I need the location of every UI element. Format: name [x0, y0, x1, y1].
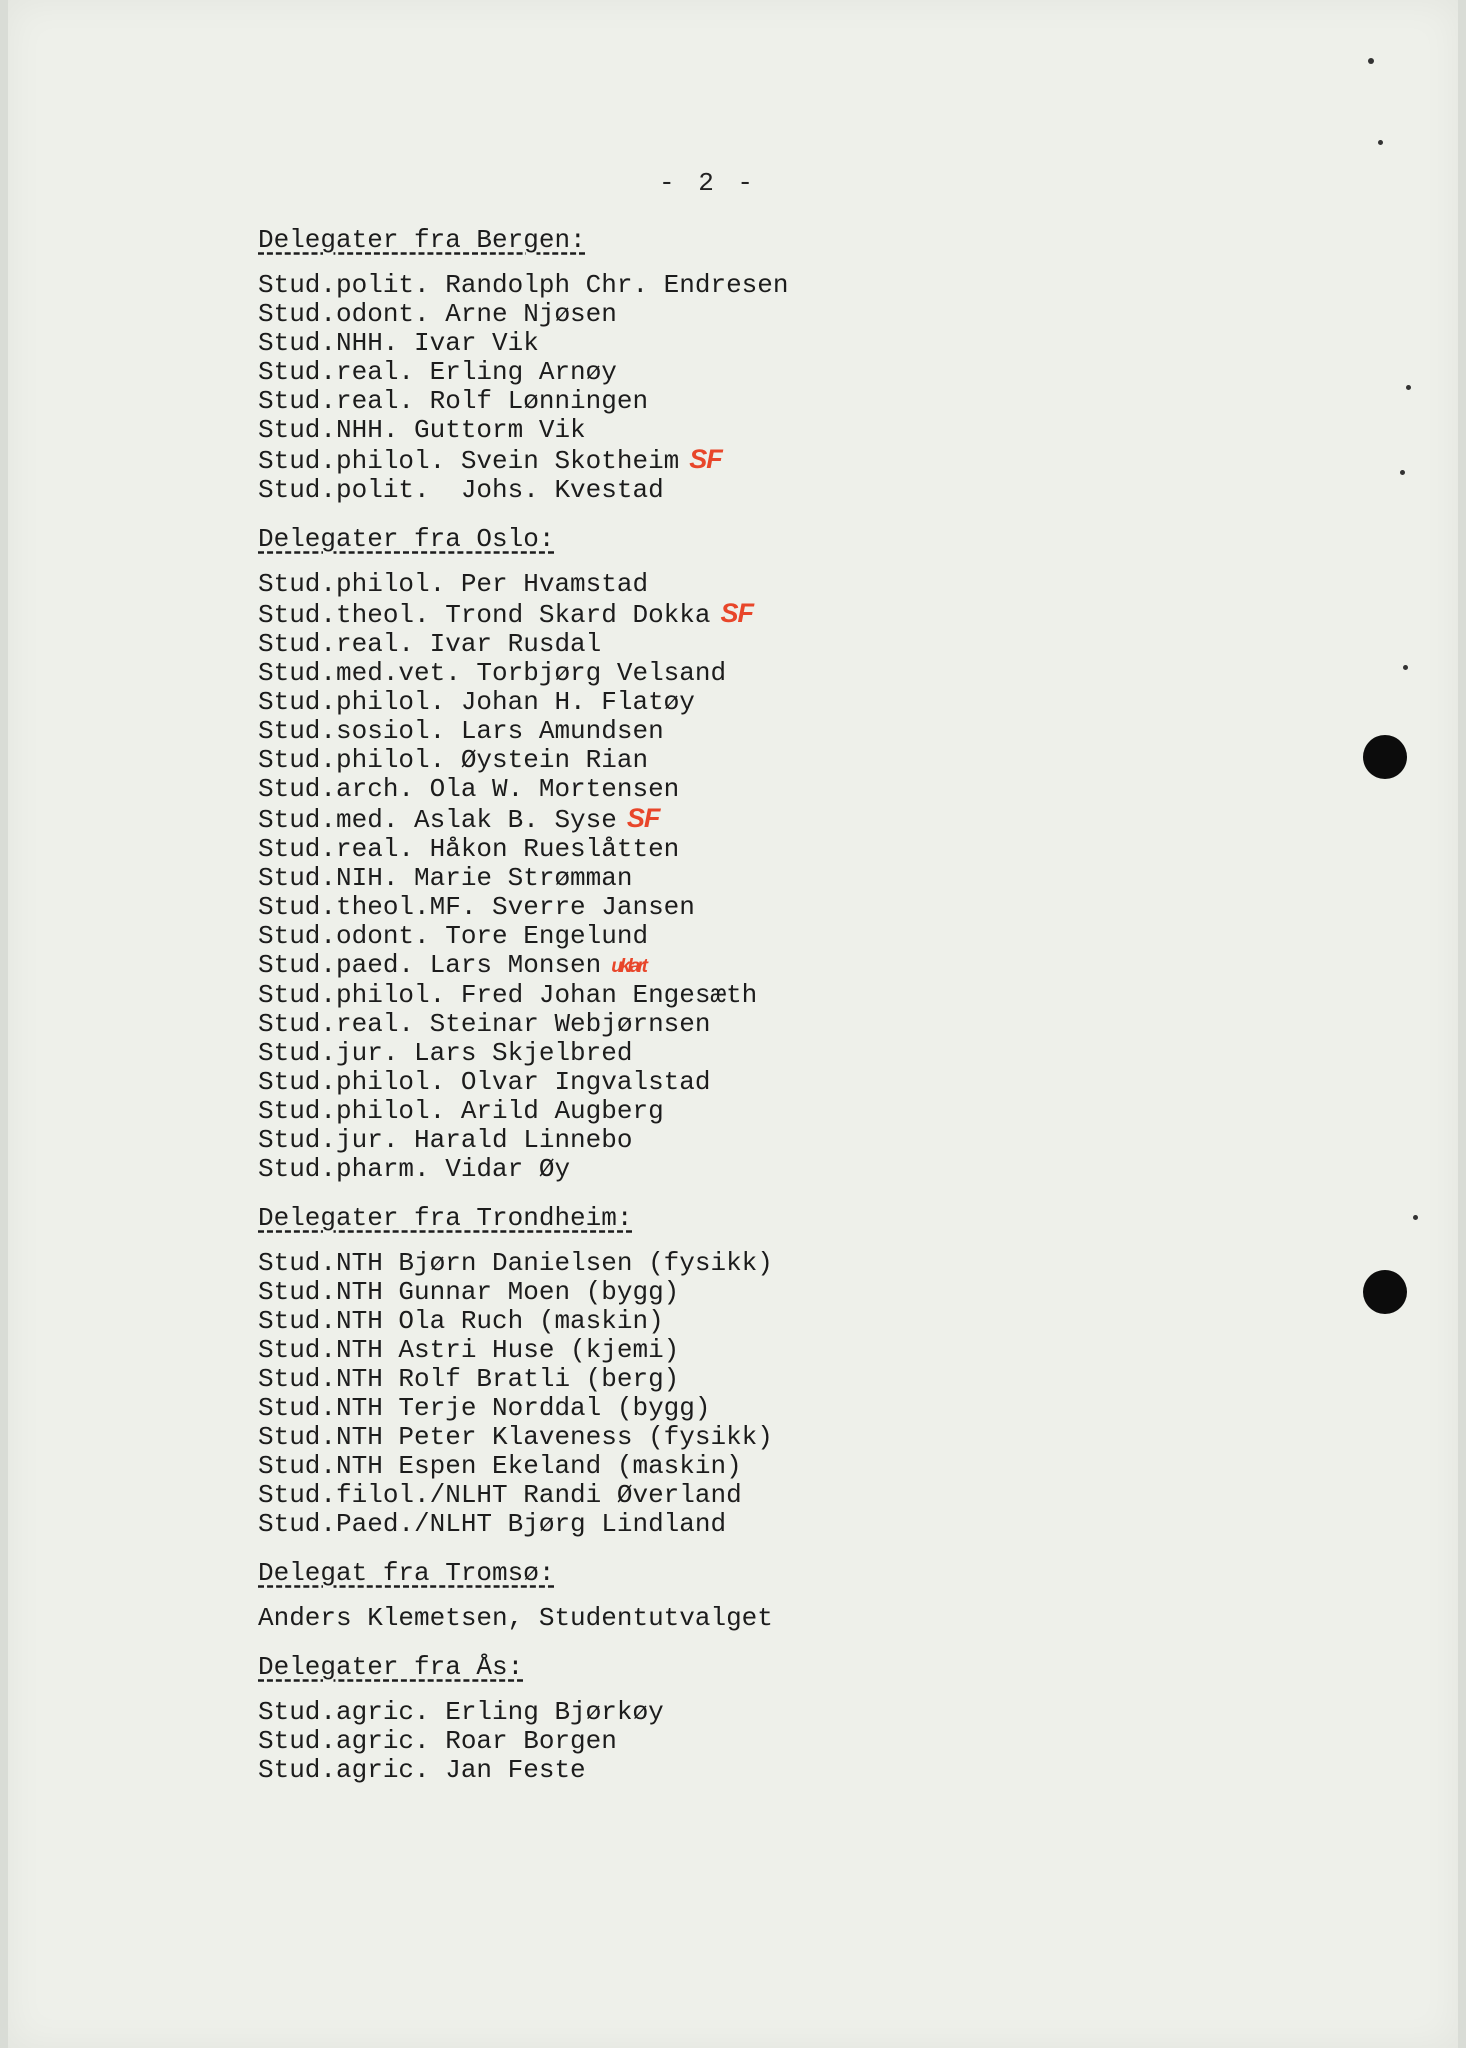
delegate-name: Stud.agric. Roar Borgen — [258, 1726, 617, 1756]
delegate-entry — [258, 1727, 1158, 1756]
delegate-name: Stud.med.vet. Torbjørg Velsand — [258, 658, 727, 688]
delegate-name: Stud.filol./NLHT Randi Øverland — [258, 1480, 742, 1510]
delegate-name: Stud.paed. Lars Monsen — [258, 950, 602, 980]
handwritten-annotation: SF — [689, 444, 722, 474]
delegate-entry — [258, 922, 1158, 951]
delegate-entry — [258, 445, 1158, 476]
delegate-entry — [258, 329, 1158, 358]
delegate-entry — [258, 804, 1158, 835]
delegate-entry — [258, 1365, 1158, 1394]
delegate-name: Stud.Paed./NLHT Bjørg Lindland — [258, 1509, 727, 1539]
delegate-section — [258, 1653, 1158, 1785]
section-heading: Delegater fra Bergen: — [258, 225, 586, 255]
delegate-entry — [258, 746, 1158, 775]
delegate-name: Stud.NHH. Ivar Vik — [258, 328, 539, 358]
delegate-name: Anders Klemetsen, Studentutvalget — [258, 1603, 773, 1633]
delegate-entry — [258, 1039, 1158, 1068]
delegate-entry — [258, 659, 1158, 688]
delegate-list — [258, 226, 1158, 1805]
delegate-name: Stud.NTH Rolf Bratli (berg) — [258, 1364, 680, 1394]
delegate-entry — [258, 1097, 1158, 1126]
delegate-entry — [258, 864, 1158, 893]
delegate-name: Stud.jur. Lars Skjelbred — [258, 1038, 633, 1068]
delegate-entry — [258, 688, 1158, 717]
delegate-entry — [258, 1278, 1158, 1307]
delegate-name: Stud.NTH Terje Norddal (bygg) — [258, 1393, 711, 1423]
page-number: - 2 - — [658, 168, 757, 198]
delegate-entry — [258, 630, 1158, 659]
delegate-entry — [258, 1452, 1158, 1481]
delegate-name: Stud.sosiol. Lars Amundsen — [258, 716, 664, 746]
delegate-entry — [258, 951, 1158, 981]
delegate-entry — [258, 1423, 1158, 1452]
delegate-name: Stud.philol. Svein Skotheim — [258, 446, 680, 476]
section-heading: Delegat fra Tromsø: — [258, 1558, 555, 1588]
delegate-entry — [258, 300, 1158, 329]
delegate-entry — [258, 717, 1158, 746]
delegate-name: Stud.arch. Ola W. Mortensen — [258, 774, 680, 804]
delegate-entry — [258, 981, 1158, 1010]
delegate-entry — [258, 599, 1158, 630]
delegate-name: Stud.NTH Espen Ekeland (maskin) — [258, 1451, 742, 1481]
delegate-entry — [258, 1010, 1158, 1039]
handwritten-annotation: SF — [720, 598, 753, 628]
handwritten-annotation: uklart — [611, 956, 646, 977]
delegate-name: Stud.philol. Arild Augberg — [258, 1096, 664, 1126]
delegate-name: Stud.odont. Arne Njøsen — [258, 299, 617, 329]
delegate-entry — [258, 1394, 1158, 1423]
delegate-entry — [258, 1155, 1158, 1184]
delegate-name: Stud.philol. Johan H. Flatøy — [258, 687, 695, 717]
delegate-name: Stud.theol.MF. Sverre Jansen — [258, 892, 695, 922]
delegate-name: Stud.NIH. Marie Strømman — [258, 863, 633, 893]
speck — [1378, 140, 1383, 145]
punch-hole — [1363, 735, 1407, 779]
delegate-entry — [258, 1336, 1158, 1365]
delegate-name: Stud.polit. Randolph Chr. Endresen — [258, 270, 789, 300]
delegate-name: Stud.pharm. Vidar Øy — [258, 1154, 571, 1184]
document-page — [8, 0, 1458, 2048]
delegate-entry — [258, 835, 1158, 864]
delegate-entry — [258, 387, 1158, 416]
delegate-name: Stud.odont. Tore Engelund — [258, 921, 649, 951]
delegate-entry — [258, 1510, 1158, 1539]
delegate-section — [258, 525, 1158, 1184]
punch-hole — [1363, 1270, 1407, 1314]
delegate-entry — [258, 358, 1158, 387]
delegate-name: Stud.NTH Peter Klaveness (fysikk) — [258, 1422, 773, 1452]
delegate-entry — [258, 1604, 1158, 1633]
delegate-name: Stud.real. Erling Arnøy — [258, 357, 617, 387]
delegate-name: Stud.real. Steinar Webjørnsen — [258, 1009, 711, 1039]
delegate-entry — [258, 271, 1158, 300]
delegate-entry — [258, 1698, 1158, 1727]
delegate-entry — [258, 1307, 1158, 1336]
delegate-name: Stud.polit. Johs. Kvestad — [258, 475, 664, 505]
delegate-entry — [258, 893, 1158, 922]
delegate-name: Stud.jur. Harald Linnebo — [258, 1125, 633, 1155]
delegate-name: Stud.theol. Trond Skard Dokka — [258, 600, 711, 630]
delegate-entry — [258, 1126, 1158, 1155]
speck — [1403, 665, 1408, 670]
delegate-name: Stud.philol. Olvar Ingvalstad — [258, 1067, 711, 1097]
delegate-entry — [258, 476, 1158, 505]
speck — [1406, 385, 1411, 390]
delegate-entry — [258, 1249, 1158, 1278]
section-heading: Delegater fra Trondheim: — [258, 1203, 633, 1233]
delegate-name: Stud.NTH Astri Huse (kjemi) — [258, 1335, 680, 1365]
delegate-name: Stud.NHH. Guttorm Vik — [258, 415, 586, 445]
delegate-entry — [258, 570, 1158, 599]
delegate-name: Stud.real. Ivar Rusdal — [258, 629, 602, 659]
section-heading: Delegater fra Ås: — [258, 1652, 524, 1682]
delegate-name: Stud.agric. Erling Bjørkøy — [258, 1697, 664, 1727]
handwritten-annotation: SF — [626, 803, 660, 833]
delegate-name: Stud.NTH Gunnar Moen (bygg) — [258, 1277, 680, 1307]
delegate-name: Stud.med. Aslak B. Syse — [258, 805, 617, 835]
delegate-name: Stud.philol. Fred Johan Engesæth — [258, 980, 758, 1010]
delegate-name: Stud.NTH Bjørn Danielsen (fysikk) — [258, 1248, 773, 1278]
speck — [1413, 1215, 1418, 1220]
delegate-name: Stud.philol. Per Hvamstad — [258, 569, 649, 599]
delegate-section — [258, 1559, 1158, 1633]
delegate-name: Stud.agric. Jan Feste — [258, 1755, 586, 1785]
speck — [1368, 58, 1374, 64]
delegate-entry — [258, 1068, 1158, 1097]
delegate-name: Stud.real. Håkon Rueslåtten — [258, 834, 680, 864]
delegate-entry — [258, 775, 1158, 804]
delegate-entry — [258, 416, 1158, 445]
delegate-entry — [258, 1756, 1158, 1785]
section-heading: Delegater fra Oslo: — [258, 524, 555, 554]
delegate-section — [258, 1204, 1158, 1539]
delegate-entry — [258, 1481, 1158, 1510]
delegate-name: Stud.philol. Øystein Rian — [258, 745, 649, 775]
delegate-name: Stud.real. Rolf Lønningen — [258, 386, 649, 416]
speck — [1400, 470, 1405, 475]
delegate-name: Stud.NTH Ola Ruch (maskin) — [258, 1306, 664, 1336]
delegate-section — [258, 226, 1158, 505]
